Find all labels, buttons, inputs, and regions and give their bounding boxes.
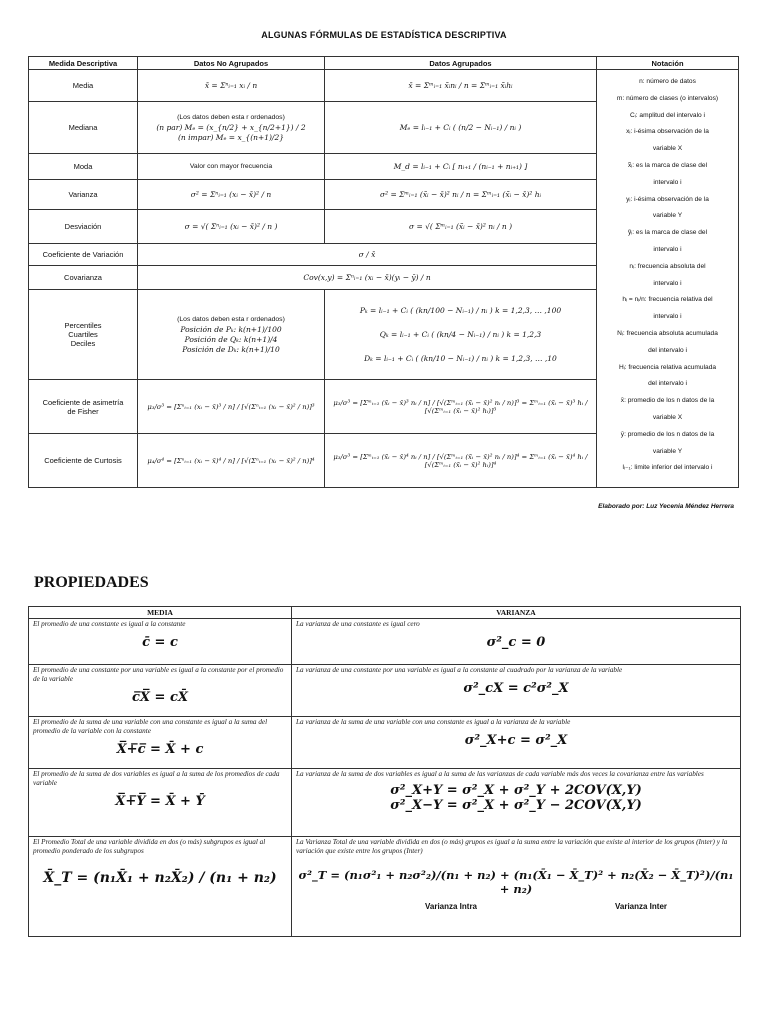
measure-name: Percentiles bbox=[64, 321, 102, 330]
notation-line: Nᵢ: frecuencia absoluta acumulada bbox=[617, 329, 718, 337]
notation-line: Hᵢ: frecuencia relativa acumulada bbox=[618, 363, 717, 371]
property-row bbox=[29, 769, 741, 837]
property-description: La varianza de la suma de una variable con una constante es igual a la varianza de la variable bbox=[296, 718, 571, 726]
notation-line: n: número de datos bbox=[639, 78, 696, 85]
notation-line: m: número de clases (o intervalos) bbox=[616, 94, 719, 102]
media-cell bbox=[29, 717, 292, 769]
notation-line: intervalo i bbox=[653, 178, 682, 186]
measure-name: Coeficiente de asimetría bbox=[42, 397, 124, 407]
formula-ungrouped: Valor con mayor frecuencia bbox=[138, 154, 325, 180]
measure-name: Media bbox=[29, 70, 138, 102]
notation-line: ȳ: promedio de los n datos de la bbox=[620, 430, 715, 438]
label-intra: Varianza Intra bbox=[424, 902, 478, 911]
document-title: ALGUNAS FÓRMULAS DE ESTADÍSTICA DESCRIPTIVA bbox=[261, 30, 507, 40]
formula-grouped: σ = √( Σᵐᵢ₌₁ (x̃ᵢ − x̄)² nᵢ / n ) bbox=[325, 210, 597, 244]
property-description: El promedio de una constante es igual a la constante bbox=[33, 620, 186, 628]
measure-name: Moda bbox=[29, 154, 138, 180]
property-description: La varianza de la suma de dos variables es igual a la suma de las varianzas de cada variable más dos veces la covarianza entre las variables bbox=[296, 770, 704, 778]
formula-grouped: Mₑ = lᵢ₋₁ + Cᵢ ( (n/2 − Nᵢ₋₁) / nᵢ ) bbox=[325, 102, 597, 154]
formula-grouped: x̄ = Σᵐᵢ₌₁ x̃ᵢnᵢ / n = Σᵐᵢ₌₁ x̃ᵢhᵢ bbox=[325, 70, 597, 102]
notation-line: x̄: promedio de los n datos de la bbox=[620, 397, 715, 405]
varianza-cell bbox=[292, 717, 741, 769]
measure-name: de Fisher bbox=[67, 406, 99, 416]
property-description: La varianza de una constante por una variable es igual a la constante al cuadrado por la varianza de la variable bbox=[296, 666, 623, 674]
variance-labels bbox=[296, 902, 736, 911]
varianza-cell bbox=[292, 665, 741, 717]
formula-ungrouped: μ₄/σ⁴ = [Σⁿᵢ₌₁ (xᵢ − x̄)⁴ / n] / [√(Σⁿᵢ₌₁ (xᵢ − x̄)² / n)]⁴ bbox=[138, 434, 325, 488]
measure-name: Deciles bbox=[70, 339, 96, 348]
media-cell bbox=[29, 619, 292, 665]
formula-ungrouped: x̄ = Σⁿᵢ₌₁ xᵢ / n bbox=[138, 70, 325, 102]
measure-name: Mediana bbox=[29, 102, 138, 154]
notation-line: nᵢ: frecuencia absoluta del bbox=[629, 262, 706, 270]
notation-line: variable X bbox=[652, 413, 683, 421]
notation-line: hᵢ = nᵢ/n: frecuencia relativa del bbox=[622, 296, 713, 304]
property-description: La varianza de una constante es igual cero bbox=[296, 620, 420, 628]
header-media: MEDIA bbox=[29, 607, 292, 619]
formula-grouped: μ₃/σ³ = [Σᵐᵢ₌₁ (x̃ᵢ − x̄)⁴ nᵢ / n] / [√(Σᵐᵢ₌₁ (x̃ᵢ − x̄)² nᵢ / n)]⁴ = Σᵐᵢ₌₁ (x̃ᵢ − x̄)⁴ hᵢ / [√(Σᵐᵢ₌₁ (x̃ᵢ − x̄)² hᵢ)]⁴ bbox=[325, 434, 597, 488]
media-cell bbox=[29, 769, 292, 837]
formula-line: Posición de Qₖ: k(n+1)/4 bbox=[184, 334, 278, 344]
property-formula: X̅+̅c̅ = X̄ + c bbox=[116, 742, 204, 757]
percentiles-grouped-cell bbox=[325, 290, 597, 380]
formula-merged: Cov(x,y) = Σⁿᵢ₌₁ (xᵢ − x̄)(yᵢ − ȳ) / n bbox=[138, 266, 597, 290]
notation-line: intervalo i bbox=[653, 313, 682, 321]
formula-line: Posición de Dₖ: k(n+1)/10 bbox=[182, 344, 280, 354]
header-ungrouped: Datos No Agrupados bbox=[138, 57, 325, 70]
properties-title: PROPIEDADES bbox=[34, 574, 149, 591]
mediana-ungrouped-cell bbox=[138, 102, 325, 154]
note-text: (Los datos deben esta r ordenados) bbox=[177, 113, 285, 121]
property-description: La Varianza Total de una variable dividida en dos (o más) grupos es igual a la suma entre la variación que existe al interior de los grupos (Inter) y la variación que existe entre los grupos (Inter) bbox=[296, 838, 728, 855]
notation-line: variable Y bbox=[652, 447, 683, 455]
formula-ungrouped: μ₃/σ³ = [Σⁿᵢ₌₁ (xᵢ − x̄)³ / n] / [√(Σⁿᵢ₌₁ (xᵢ − x̄)² / n)]³ bbox=[138, 380, 325, 434]
property-row bbox=[29, 665, 741, 717]
formula-grouped: μ₃/σ³ = [Σᵐᵢ₌₁ (x̃ᵢ − x̄)³ nᵢ / n] / [√(Σᵐᵢ₌₁ (x̃ᵢ − x̄)² nᵢ / n)]³ = Σᵐᵢ₌₁ (x̃ᵢ − x̄)³ hᵢ / [√(Σᵐᵢ₌₁ (x̃ᵢ − x̄)² hᵢ)]³ bbox=[325, 380, 597, 434]
notation-line: intervalo i bbox=[653, 245, 682, 253]
header-measure: Medida Descriptiva bbox=[29, 57, 138, 70]
percentiles-ungrouped-cell bbox=[138, 290, 325, 380]
property-formula: c̅X̅ = cX̄ bbox=[132, 690, 188, 705]
notation-line: lᵢ₋₁: limite inferior del intervalo i bbox=[622, 464, 713, 472]
property-description: El Promedio Total de una variable dividida en dos (o más) subgrupos es igual al promedio ponderado de los subgrupos bbox=[33, 838, 266, 855]
formula-ungrouped: σ² = Σⁿᵢ₌₁ (xᵢ − x̄)² / n bbox=[138, 180, 325, 210]
property-formula: σ²_X+c = σ²_X bbox=[464, 733, 568, 748]
property-description: El promedio de la suma de una variable con una constante es igual a la suma del promedio de la variable con la constante bbox=[33, 718, 268, 735]
notation-line: x̃ᵢ: es la marca de clase del bbox=[627, 161, 708, 169]
varianza-cell bbox=[292, 837, 741, 937]
notation-line: xᵢ: i-ésima observación de la bbox=[626, 128, 709, 136]
varianza-cell bbox=[292, 619, 741, 665]
media-cell bbox=[29, 837, 292, 937]
measure-name: Covarianza bbox=[29, 266, 138, 290]
measure-name: Varianza bbox=[29, 180, 138, 210]
formula-line: (n par) Mₑ = (x_{n/2} + x_{n/2+1}) / 2 bbox=[156, 122, 306, 132]
notation-line: intervalo i bbox=[653, 279, 682, 287]
formula-ungrouped: σ = √( Σⁿᵢ₌₁ (xᵢ − x̄)² / n ) bbox=[138, 210, 325, 244]
author-credit: Elaborado por: Luz Yecenia Méndez Herrera bbox=[598, 503, 734, 510]
header-notation: Notación bbox=[597, 57, 739, 70]
properties-table bbox=[28, 606, 741, 937]
formula-merged: σ / x̄ bbox=[138, 244, 597, 266]
property-formula: X̅+̅Y̅ = X̄ + Ȳ bbox=[115, 794, 205, 809]
notation-line: variable Y bbox=[652, 212, 683, 220]
notation-cell bbox=[597, 70, 739, 488]
header-varianza: VARIANZA bbox=[292, 607, 741, 619]
measure-name: Coeficiente de Curtosis bbox=[29, 434, 138, 488]
label-inter: Varianza Inter bbox=[614, 902, 668, 911]
measure-name-group bbox=[29, 290, 138, 380]
property-formula: σ²_X−Y = σ²_X + σ²_Y − 2COV(X,Y) bbox=[390, 798, 642, 813]
formula-line: Posición de Pₖ: k(n+1)/100 bbox=[180, 324, 282, 334]
property-formula: c̄ = c bbox=[142, 635, 178, 650]
property-formula: σ²_cX = c²σ²_X bbox=[463, 681, 569, 696]
measure-name-group bbox=[29, 380, 138, 434]
notation-line: ỹᵢ: es la marca de clase del bbox=[627, 229, 708, 237]
property-formula: σ²_c = 0 bbox=[486, 635, 546, 650]
property-formula: X̄_T = (n₁X̄₁ + n₂X̄₂) / (n₁ + n₂) bbox=[43, 870, 277, 886]
properties-header-row bbox=[29, 607, 741, 619]
property-formula: σ²_X+Y = σ²_X + σ²_Y + 2COV(X,Y) bbox=[390, 783, 642, 798]
formula-grouped: M_d = lᵢ₋₁ + Cᵢ [ nᵢ₊₁ / (nᵢ₋₁ + nᵢ₊₁) ] bbox=[325, 154, 597, 180]
formulas-table bbox=[28, 56, 739, 488]
header-grouped: Datos Agrupados bbox=[325, 57, 597, 70]
notation-line: del intervalo i bbox=[648, 346, 687, 354]
formula-line: Dₖ = lᵢ₋₁ + Cᵢ ( (kn/10 − Nᵢ₋₁) / nᵢ ) k = 1,2,3, … ,10 bbox=[364, 353, 557, 363]
row-media bbox=[29, 70, 739, 102]
note-text: (Los datos deben esta r ordenados) bbox=[177, 315, 285, 323]
notation-line: del intervalo i bbox=[648, 380, 687, 388]
measure-name: Cuartiles bbox=[68, 330, 98, 339]
property-row bbox=[29, 837, 741, 937]
measure-name: Desviación bbox=[29, 210, 138, 244]
measure-name: Coeficiente de Variación bbox=[29, 244, 138, 266]
notation-line: variable X bbox=[652, 145, 683, 153]
property-description: El promedio de una constante por una variable es igual a la constante por el promedio de la variable bbox=[33, 666, 284, 683]
notation-line: yᵢ: i-ésima observación de la bbox=[626, 195, 709, 203]
formula-line: (n impar) Mₑ = x_{(n+1)/2} bbox=[177, 132, 284, 142]
formula-line: Qₖ = lᵢ₋₁ + Cᵢ ( (kn/4 − Nᵢ₋₁) / nᵢ ) k = 1,2,3 bbox=[379, 329, 542, 339]
notation-line: Cᵢ: amplitud del intervalo i bbox=[629, 111, 706, 119]
property-row bbox=[29, 619, 741, 665]
property-row bbox=[29, 717, 741, 769]
formula-grouped: σ² = Σᵐᵢ₌₁ (x̃ᵢ − x̄)² nᵢ / n = Σᵐᵢ₌₁ (x̃ᵢ − x̄)² hᵢ bbox=[325, 180, 597, 210]
property-formula: σ²_T = (n₁σ²₁ + n₂σ²₂)/(n₁ + n₂) + (n₁(X̄₁ − X̄_T)² + n₂(X̄₂ − X̄_T)²)/(n₁ + n₂) bbox=[298, 868, 734, 896]
media-cell bbox=[29, 665, 292, 717]
property-description: El promedio de la suma de dos variables es igual a la suma de los promedios de cada variable bbox=[33, 770, 280, 787]
formula-line: Pₖ = lᵢ₋₁ + Cᵢ ( (kn/100 − Nᵢ₋₁) / nᵢ ) k = 1,2,3, … ,100 bbox=[359, 305, 562, 315]
formulas-header-row bbox=[29, 57, 739, 70]
varianza-cell bbox=[292, 769, 741, 837]
